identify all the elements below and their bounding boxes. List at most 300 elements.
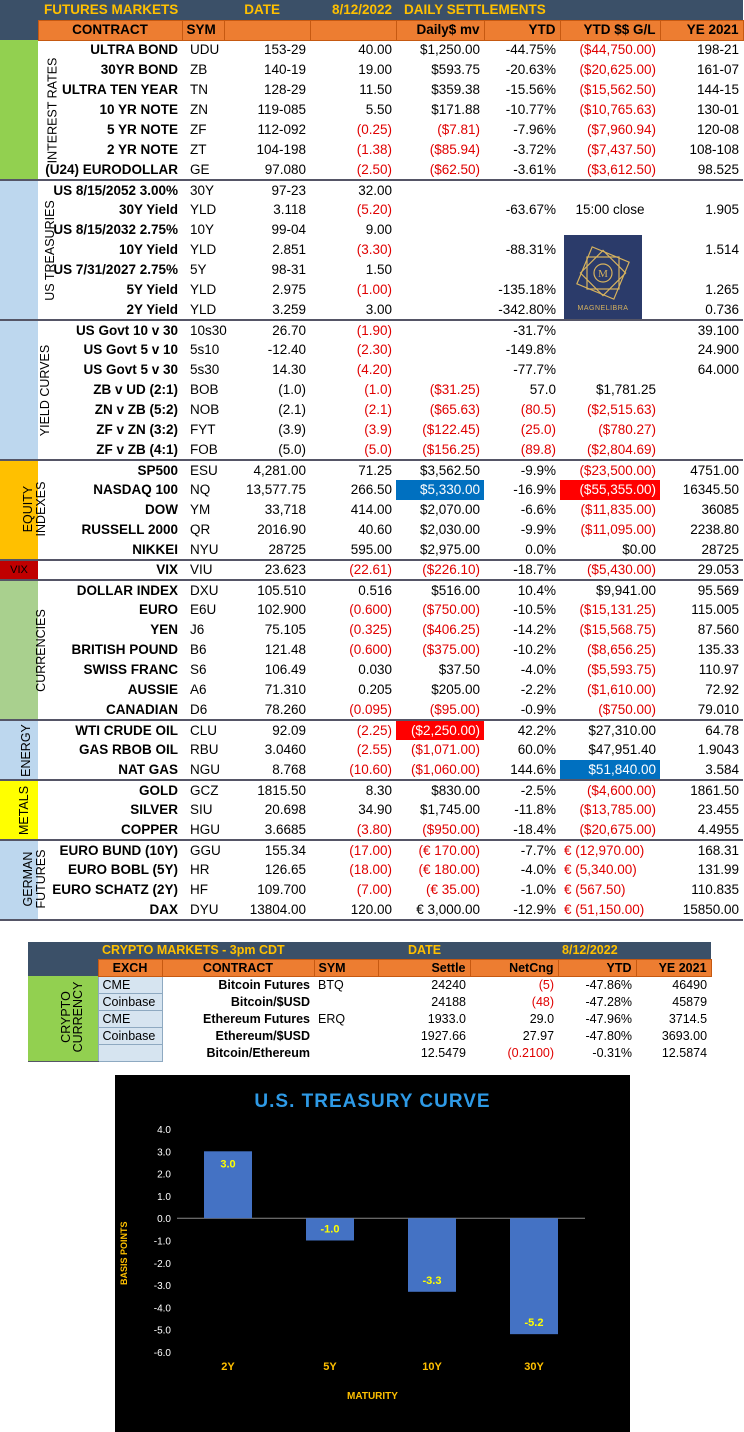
daily-mv: ($85.94) — [429, 142, 480, 157]
ye-2021: 4751.00 — [690, 462, 740, 478]
ye-2021: 23.455 — [697, 802, 740, 817]
ye-2021: 16345.50 — [682, 482, 740, 497]
price: 102.900 — [257, 602, 306, 617]
table-row — [0, 640, 743, 660]
symbol: ZN — [190, 102, 208, 117]
ytd-gl: ($11,095.00) — [580, 522, 656, 537]
table-row — [0, 520, 743, 540]
settle: 12.5479 — [420, 1045, 467, 1060]
daily-mv: $2,030.00 — [419, 522, 480, 537]
ye-2021: 130-01 — [696, 102, 740, 117]
ytd-gl — [560, 320, 660, 340]
contract-name: NASDAQ 100 — [93, 482, 178, 497]
symbol: NQ — [190, 482, 211, 497]
y-tick-label: -1.0 — [153, 1236, 171, 1248]
net-change: 32.00 — [358, 182, 392, 198]
table-row — [0, 500, 743, 520]
magnelibra-logo — [564, 235, 642, 319]
ye-2021: 4.4955 — [660, 820, 743, 840]
price: 20.698 — [264, 802, 306, 817]
table-row — [0, 120, 743, 140]
net-change: 3.00 — [310, 300, 396, 320]
daily-mv — [396, 180, 484, 200]
exchange: Coinbase — [98, 993, 162, 1010]
section-label: EQUITY INDEXES — [0, 460, 38, 560]
net-change: (7.00) — [356, 882, 392, 897]
settlements-title: DAILY SETTLEMENTS — [396, 0, 743, 20]
table-row — [0, 800, 743, 820]
ytd-gl: ($15,568.75) — [579, 622, 656, 637]
price: 97.080 — [224, 160, 310, 180]
daily-mv: $205.00 — [431, 682, 480, 697]
price: 3.259 — [224, 300, 310, 320]
table-row — [0, 460, 743, 480]
contract-name: EURO BOBL (5Y) — [67, 862, 178, 877]
daily-mv: $593.75 — [431, 62, 480, 77]
crypto-title: CRYPTO MARKETS - 3pm CDT — [98, 942, 378, 959]
contract-name: AUSSIE — [127, 682, 178, 697]
symbol: TN — [190, 82, 208, 97]
ytd-pct: -15.56% — [505, 82, 556, 97]
price: 112-092 — [257, 122, 306, 137]
price: (3.9) — [278, 422, 306, 437]
net-change: 40.60 — [358, 522, 392, 537]
ytd-pct: 0.0% — [484, 540, 560, 560]
ye-2021: 45879 — [672, 994, 708, 1009]
ye-2021: 15850.00 — [660, 900, 743, 920]
price: 3.0460 — [264, 742, 306, 757]
contract-name: VIX — [38, 560, 182, 580]
net-change: 0.030 — [358, 662, 392, 677]
crypto-symbol: BTQ — [318, 977, 344, 992]
table-row — [0, 660, 743, 680]
symbol: ZT — [190, 142, 207, 157]
symbol: BOB — [190, 382, 219, 397]
crypto-column-header: YE 2021 — [636, 959, 711, 976]
symbol: GGU — [190, 842, 221, 858]
daily-mv — [396, 320, 484, 340]
net-change: (2.30) — [356, 342, 392, 357]
ye-2021: 12.5874 — [661, 1045, 708, 1060]
ytd-gl: ($7,437.50) — [586, 142, 656, 157]
crypto-symbol — [314, 993, 378, 1010]
price: 140-19 — [263, 62, 306, 77]
ye-2021: 0.736 — [660, 300, 743, 320]
ytd-gl: ($20,675.00) — [560, 820, 660, 840]
ytd-pct — [484, 260, 560, 280]
daily-mv: ($226.10) — [396, 560, 484, 580]
table-row — [0, 480, 743, 500]
y-tick-label: 4.0 — [157, 1125, 171, 1136]
ye-2021: 64.000 — [697, 362, 740, 377]
ye-2021: 29.053 — [660, 560, 743, 580]
crypto-contract: Ethereum Futures — [203, 1011, 310, 1026]
ytd-pct: -342.80% — [484, 300, 560, 320]
ye-2021: 1.514 — [705, 242, 740, 257]
table-row — [0, 720, 743, 740]
ytd-gl: $47,951.40 — [588, 742, 656, 757]
table-row — [0, 700, 743, 720]
ytd-gl: $27,310.00 — [588, 722, 656, 738]
table-row — [0, 80, 743, 100]
net-change: (10.60) — [310, 760, 396, 780]
ytd-pct: 144.6% — [484, 760, 560, 780]
ytd-gl: ($10,765.63) — [579, 102, 656, 117]
symbol: CLU — [190, 722, 218, 738]
ye-2021: 120-08 — [696, 122, 740, 137]
daily-mv — [396, 220, 484, 240]
ytd-pct: -1.0% — [520, 882, 556, 897]
column-header: YTD — [484, 20, 560, 40]
contract-name: WTI CRUDE OIL — [75, 722, 178, 738]
ye-2021: 95.569 — [697, 582, 740, 598]
price: 13804.00 — [224, 900, 310, 920]
price: 1815.50 — [257, 782, 306, 798]
ye-2021: 3714.5 — [668, 1011, 708, 1026]
ye-2021: 131.99 — [697, 862, 740, 877]
daily-mv: ($156.25) — [396, 440, 484, 460]
contract-name: US Govt 5 v 10 — [83, 342, 178, 357]
ytd-pct: -47.28% — [585, 994, 633, 1009]
ye-2021: 1861.50 — [690, 782, 740, 798]
net-change: 8.30 — [365, 782, 392, 798]
daily-mv: $171.88 — [431, 102, 480, 117]
net-change: 11.50 — [359, 82, 392, 97]
daily-mv: ($375.00) — [422, 642, 480, 657]
price: 99-04 — [271, 222, 306, 237]
net-change: 5.50 — [365, 102, 392, 117]
price: (1.0) — [278, 382, 306, 397]
section-label: CURRENCIES — [0, 580, 38, 720]
symbol: D6 — [182, 700, 224, 720]
ytd-gl: ($55,355.00) — [560, 480, 660, 500]
ytd-pct: -77.7% — [513, 362, 556, 377]
price: (2.1) — [278, 402, 306, 417]
ytd-pct: -10.5% — [513, 602, 556, 617]
ytd-pct: 60.0% — [517, 742, 556, 757]
contract-name: BRITISH POUND — [71, 642, 178, 657]
table-row — [0, 540, 743, 560]
ye-2021 — [660, 220, 743, 240]
table-row — [0, 200, 743, 220]
symbol: YLD — [190, 242, 217, 257]
daily-mv: $359.38 — [431, 82, 480, 97]
chart-xlabel: MATURITY — [347, 1391, 398, 1402]
ytd-gl: ($750.00) — [560, 700, 660, 720]
price: 153-29 — [263, 42, 306, 58]
net-change: (0.600) — [349, 602, 392, 617]
crypto-date-label: DATE — [378, 942, 558, 959]
table-row — [0, 680, 743, 700]
ytd-gl: ($2,804.69) — [560, 440, 660, 460]
ytd-gl: ($1,610.00) — [586, 682, 656, 697]
net-change: (2.50) — [310, 160, 396, 180]
ytd-gl: ($44,750.00) — [579, 42, 656, 58]
ytd-pct: -3.61% — [484, 160, 560, 180]
price: 26.70 — [272, 322, 306, 338]
daily-mv: ($1,071.00) — [410, 742, 480, 757]
crypto-column-header: YTD — [558, 959, 636, 976]
contract-name: ZB v UD (2:1) — [93, 382, 178, 397]
symbol: 10Y — [190, 222, 215, 237]
price: 75.105 — [264, 622, 306, 637]
contract-name: ZF v ZN (3:2) — [96, 422, 178, 437]
contract-name: NIKKEI — [38, 540, 182, 560]
ytd-pct: -7.96% — [513, 122, 556, 137]
price: 13,577.75 — [245, 482, 306, 497]
ytd-pct: -149.8% — [505, 342, 556, 357]
ye-2021: 2238.80 — [690, 522, 740, 537]
symbol: 5s30 — [190, 362, 220, 377]
ye-2021: 28725 — [660, 540, 743, 560]
ytd-gl: $51,840.00 — [560, 760, 660, 780]
crypto-row — [28, 976, 711, 993]
contract-name: SILVER — [130, 802, 178, 817]
symbol: GCZ — [190, 782, 219, 798]
ye-2021 — [660, 440, 743, 460]
symbol: RBU — [190, 742, 219, 757]
ye-2021: 36085 — [701, 502, 740, 517]
table-row — [0, 820, 743, 840]
ytd-pct: -47.86% — [585, 977, 633, 992]
settle: 24240 — [431, 977, 467, 992]
contract-name: EURO SCHATZ (2Y) — [52, 882, 178, 897]
crypto-date: 8/12/2022 — [558, 942, 711, 959]
symbol: E6U — [190, 602, 217, 617]
ytd-pct: 57.0 — [529, 382, 556, 397]
contract-name: 2Y Yield — [38, 300, 182, 320]
ytd-pct: (80.5) — [520, 402, 556, 417]
net-change: 266.50 — [350, 482, 392, 497]
table-row — [0, 740, 743, 760]
price: 97-23 — [271, 182, 306, 198]
logo-monogram: M — [598, 267, 608, 280]
y-tick-label: 2.0 — [157, 1169, 171, 1181]
crypto-section-label: CRYPTO CURRENCY — [28, 976, 98, 1061]
price: 104-198 — [256, 142, 306, 157]
price: 3.118 — [273, 202, 306, 217]
contract-name: NAT GAS — [38, 760, 182, 780]
ytd-pct: -4.0% — [520, 662, 556, 677]
net-change: (17.00) — [349, 842, 392, 858]
crypto-contract: Bitcoin/Ethereum — [206, 1045, 310, 1060]
ytd-gl: € (12,970.00) — [564, 842, 645, 858]
ytd-pct: -7.7% — [520, 842, 556, 858]
contract-name: US 8/15/2052 3.00% — [53, 182, 178, 198]
contract-name: EURO — [138, 602, 178, 617]
exchange: CME — [98, 976, 162, 993]
price: 119-085 — [257, 102, 306, 117]
net-change: 0.516 — [358, 582, 392, 598]
net-change: (1.90) — [356, 322, 392, 338]
symbol: SIU — [190, 802, 213, 817]
table-row — [0, 320, 743, 340]
symbol: HF — [190, 882, 208, 897]
settle: 1933.0 — [427, 1011, 467, 1026]
net-change: (2.1) — [364, 402, 392, 417]
ytd-pct: -18.4% — [484, 820, 560, 840]
table-row — [0, 420, 743, 440]
net-change: (2.25) — [356, 722, 392, 738]
price: 2016.90 — [257, 522, 306, 537]
net-change: 120.00 — [310, 900, 396, 920]
y-tick-label: -6.0 — [153, 1348, 171, 1359]
crypto-contract: Bitcoin Futures — [218, 977, 310, 992]
symbol: HR — [190, 862, 210, 877]
net-change: 71.25 — [358, 462, 392, 478]
price: 3.6685 — [224, 820, 310, 840]
daily-mv: € 3,000.00 — [396, 900, 484, 920]
column-header: SYM — [182, 20, 224, 40]
ye-2021: 87.560 — [697, 622, 740, 637]
net-change: (3.80) — [310, 820, 396, 840]
ytd-gl: ($15,131.25) — [579, 602, 656, 617]
ye-2021: 161-07 — [696, 62, 740, 77]
section-label: GERMAN FUTURES — [0, 840, 38, 920]
price: 14.30 — [272, 362, 306, 377]
table-row — [0, 760, 743, 780]
contract-name: 10Y Yield — [118, 242, 178, 257]
ye-2021: 3693.00 — [661, 1028, 708, 1043]
net-change: (22.61) — [310, 560, 396, 580]
ytd-pct — [484, 180, 560, 200]
ytd-pct: -6.6% — [520, 502, 556, 517]
net-change: (2.55) — [356, 742, 392, 757]
contract-name: ULTRA TEN YEAR — [61, 82, 178, 97]
net-change: (48) — [531, 994, 555, 1009]
column-header — [310, 20, 396, 40]
section-label: INTEREST RATES — [0, 40, 38, 180]
ye-2021 — [660, 400, 743, 420]
daily-mv: $5,330.00 — [396, 480, 484, 500]
price: -12.40 — [267, 342, 306, 357]
contract-name: 30Y Yield — [118, 202, 178, 217]
section-label: VIX — [0, 560, 38, 580]
table-row — [0, 60, 743, 80]
ytd-pct: -20.63% — [505, 62, 556, 77]
ytd-pct: -0.9% — [484, 700, 560, 720]
price: 121.48 — [264, 642, 306, 657]
contract-name: 10 YR NOTE — [99, 102, 178, 117]
ytd-gl: ($7,960.94) — [586, 122, 656, 137]
net-change: (5.0) — [310, 440, 396, 460]
net-change: 34.90 — [358, 802, 392, 817]
daily-mv: (€ 180.00) — [418, 862, 480, 877]
logo-star-icon — [573, 243, 633, 303]
ytd-pct: -47.80% — [585, 1028, 633, 1043]
chart-plot — [115, 1075, 630, 1432]
daily-mv: ($406.25) — [422, 622, 480, 637]
contract-name: ZN v ZB (5:2) — [94, 402, 178, 417]
price: 105.510 — [257, 582, 306, 598]
net-change: (0.600) — [349, 642, 392, 657]
ytd-gl — [560, 360, 660, 380]
net-change: (1.00) — [356, 282, 392, 297]
net-change: (1.38) — [356, 142, 392, 157]
table-row — [0, 400, 743, 420]
price: 92.09 — [272, 722, 306, 738]
ytd-gl: ($5,593.75) — [586, 662, 656, 677]
ytd-pct: -2.5% — [520, 782, 556, 798]
contract-name: ZF v ZB (4:1) — [38, 440, 182, 460]
daily-mv: $2,975.00 — [396, 540, 484, 560]
crypto-row — [28, 1027, 711, 1044]
price: 8.768 — [224, 760, 310, 780]
crypto-contract: Bitcoin/$USD — [230, 994, 310, 1009]
symbol: YM — [190, 502, 211, 517]
net-change: 19.00 — [358, 62, 392, 77]
ytd-pct: -63.67% — [505, 202, 556, 217]
crypto-row — [28, 1044, 711, 1061]
crypto-row — [28, 993, 711, 1010]
ye-2021: 3.584 — [660, 760, 743, 780]
ye-2021: 79.010 — [660, 700, 743, 720]
section-label: ENERGY — [0, 720, 38, 780]
ytd-gl: € (567.50) — [564, 882, 626, 897]
table-row — [0, 780, 743, 800]
daily-mv: ($750.00) — [422, 602, 480, 617]
price: 128-29 — [263, 82, 306, 97]
net-change: 40.00 — [358, 42, 392, 58]
y-tick-label: -3.0 — [153, 1281, 171, 1293]
x-tick-label: 30Y — [524, 1361, 544, 1373]
contract-name: US 8/15/2032 2.75% — [53, 222, 178, 237]
daily-mv: ($7.81) — [437, 122, 480, 137]
crypto-symbol — [314, 1027, 378, 1044]
symbol: 5Y — [190, 262, 207, 277]
table-row — [0, 340, 743, 360]
symbol: DXU — [190, 582, 219, 598]
ye-2021: 198-21 — [696, 42, 740, 58]
ytd-pct: 42.2% — [517, 722, 556, 738]
ytd-gl — [560, 180, 660, 200]
symbol: NOB — [190, 402, 220, 417]
symbol: VIU — [182, 560, 224, 580]
contract-name: 2 YR NOTE — [106, 142, 178, 157]
ytd-gl: $1,781.25 — [595, 382, 656, 397]
ye-2021: 24.900 — [697, 342, 740, 357]
symbol: YLD — [190, 202, 217, 217]
symbol: UDU — [190, 42, 220, 58]
contract-name: CANADIAN — [38, 700, 182, 720]
ytd-pct: -9.9% — [520, 462, 556, 478]
ytd-gl: $0.00 — [560, 540, 660, 560]
ye-2021: 108-108 — [689, 142, 740, 157]
daily-mv: ($95.00) — [396, 700, 484, 720]
ytd-gl: ($3,612.50) — [560, 160, 660, 180]
price: 155.34 — [264, 842, 306, 858]
y-tick-label: -2.0 — [153, 1258, 171, 1270]
exchange — [98, 1044, 162, 1061]
ye-2021: 98.525 — [660, 160, 743, 180]
contract-name: RUSSELL 2000 — [81, 522, 178, 537]
ye-2021: 1.265 — [705, 282, 740, 297]
table-row — [0, 560, 743, 580]
price: 28725 — [224, 540, 310, 560]
y-tick-label: 0.0 — [157, 1214, 171, 1226]
symbol: J6 — [190, 622, 205, 637]
contract-name: SP500 — [137, 462, 178, 478]
ytd-pct: -12.9% — [484, 900, 560, 920]
ytd-pct: -4.0% — [520, 862, 556, 877]
ytd-pct: -16.9% — [513, 482, 556, 497]
ytd-gl: ($780.27) — [598, 422, 656, 437]
symbol: NYU — [182, 540, 224, 560]
ytd-gl: ($2,515.63) — [586, 402, 656, 417]
symbol: ZF — [190, 122, 207, 137]
ytd-gl: $9,941.00 — [595, 582, 656, 598]
contract-name: DAX — [38, 900, 182, 920]
